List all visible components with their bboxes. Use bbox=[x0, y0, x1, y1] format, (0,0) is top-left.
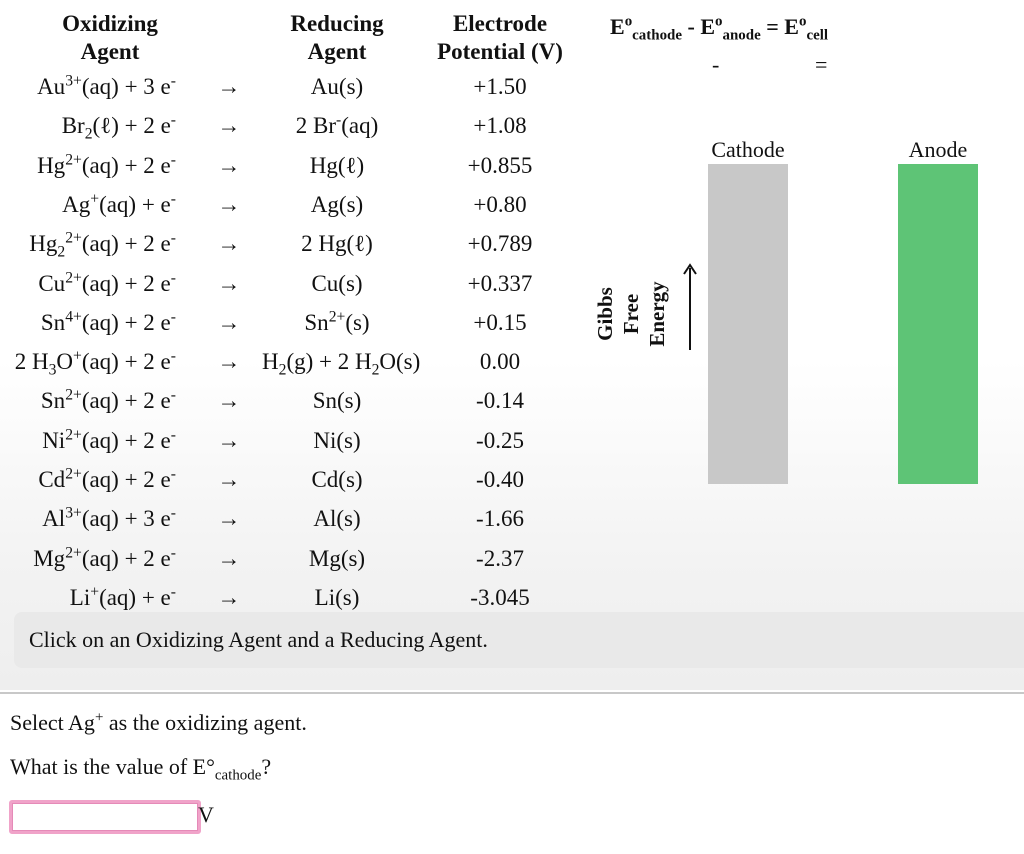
reaction-arrow-icon: → bbox=[217, 74, 241, 99]
electrode-potential-value: +0.15 bbox=[473, 309, 527, 335]
oxidizing-agent-option[interactable]: $Mg^{2+}(aq) + 2$ e- bbox=[33, 543, 176, 571]
reaction-row bbox=[0, 225, 590, 263]
up-arrow-icon bbox=[682, 262, 698, 352]
oxidizing-agent-option[interactable]: $Cd^{2+}(aq) + 2$ e- bbox=[38, 465, 176, 492]
gibbs-label-line: Gibbs bbox=[593, 287, 617, 341]
e-cathode-answer-input[interactable] bbox=[9, 800, 201, 834]
header-line: Reducing bbox=[290, 11, 384, 36]
anode-label: Anode bbox=[908, 137, 968, 162]
electrode-potential-value: -2.37 bbox=[476, 545, 524, 571]
header-line: Oxidizing bbox=[62, 11, 158, 36]
reaction-arrow-icon: → bbox=[217, 467, 241, 492]
gibbs-label-line: Free bbox=[619, 293, 643, 335]
reaction-row bbox=[0, 147, 590, 185]
reducing-agent-option[interactable]: $Sn^{2+}(s)$ bbox=[304, 308, 370, 335]
reaction-arrow-icon: → bbox=[217, 270, 241, 296]
reaction-row bbox=[0, 461, 590, 499]
reducing-agent-option[interactable]: 2 Hg(ℓ) bbox=[301, 231, 373, 257]
reaction-arrow-icon: → bbox=[217, 113, 241, 139]
oxidizing-agent-option[interactable]: Li+(aq) + e- bbox=[69, 583, 176, 610]
reaction-arrow-icon: → bbox=[217, 427, 241, 453]
reaction-row bbox=[0, 265, 590, 303]
question-prompt: What is the value of $E^\circ_{cathode}$? bbox=[10, 754, 272, 784]
electrode-potential-header bbox=[430, 10, 570, 66]
electrode-potential-value: +0.855 bbox=[467, 152, 533, 178]
electrode-potential-value: -3.045 bbox=[470, 584, 530, 610]
electrode-potential-value: 0.00 bbox=[479, 349, 521, 375]
oxidizing-agent-header bbox=[40, 10, 180, 66]
reducing-agent-option[interactable]: Au(s) bbox=[310, 74, 364, 99]
reaction-arrow-icon: → bbox=[217, 506, 241, 532]
reaction-arrow-icon: → bbox=[217, 191, 241, 217]
oxidizing-agent-option[interactable]: 2 $H_3O^+(aq) + 2$ e- bbox=[14, 347, 176, 379]
oxidizing-agent-option[interactable]: $Sn^{4+}(aq) + 2$ e- bbox=[40, 308, 176, 335]
reducing-agent-option[interactable]: Cd(s) bbox=[311, 467, 363, 492]
reaction-arrow-icon: → bbox=[217, 309, 241, 335]
reducing-agent-option[interactable]: Mg(s) bbox=[308, 545, 366, 571]
reaction-row bbox=[0, 304, 590, 342]
reaction-arrow-icon: → bbox=[217, 388, 241, 414]
equation-minus: - bbox=[687, 14, 695, 39]
unit-label: V bbox=[198, 802, 214, 827]
oxidizing-agent-option[interactable]: $Al^{3+}(aq) + 3$ e- bbox=[42, 504, 176, 532]
electrode-potential-value: -0.40 bbox=[476, 467, 524, 492]
reducing-agent-option[interactable]: Ni(s) bbox=[313, 427, 361, 453]
anode-energy-bar bbox=[898, 164, 978, 484]
header-line: Agent bbox=[80, 39, 140, 64]
oxidizing-agent-option[interactable]: $Ni^{2+}(aq) + 2$ e- bbox=[42, 426, 176, 453]
oxidizing-agent-option[interactable]: $Au^{3+}(aq) + 3$ e- bbox=[37, 72, 176, 99]
reaction-row bbox=[0, 68, 590, 106]
cell-potential-equation bbox=[610, 13, 829, 44]
electrode-potential-value: +1.08 bbox=[473, 113, 527, 139]
reducing-agent-option[interactable]: Cu(s) bbox=[311, 270, 363, 296]
reaction-arrow-icon: → bbox=[217, 545, 241, 571]
e-cell-term: $E^o_{cell}$ bbox=[784, 13, 829, 44]
reaction-row bbox=[0, 500, 590, 538]
oxidizing-agent-option[interactable]: $Sn^{2+}(aq) + 2$ e- bbox=[40, 386, 176, 414]
electrode-potential-value: -1.66 bbox=[476, 506, 524, 532]
equation-equals: = bbox=[766, 14, 779, 39]
header-line: Agent bbox=[307, 39, 367, 64]
gibbs-label-line: Energy bbox=[645, 281, 669, 347]
electrode-potential-value: +0.789 bbox=[467, 231, 533, 257]
electrode-potential-value: +1.50 bbox=[473, 74, 527, 99]
gibbs-free-energy-axis-label bbox=[584, 272, 674, 356]
electrode-potential-value: -0.14 bbox=[476, 388, 524, 414]
reaction-row bbox=[0, 540, 590, 578]
reaction-arrow-icon: → bbox=[217, 231, 241, 257]
reaction-row bbox=[0, 107, 590, 145]
reaction-row bbox=[0, 382, 590, 420]
reducing-agent-option[interactable]: Li(s) bbox=[314, 584, 360, 610]
instruction-bar: Click on an Oxidizing Agent and a Reducing Agent. bbox=[14, 612, 1024, 668]
reaction-row bbox=[0, 422, 590, 460]
reducing-agent-option[interactable]: Ag(s) bbox=[310, 191, 364, 217]
equation-values-minus: - bbox=[712, 52, 720, 77]
oxidizing-agent-option[interactable]: $Br_2(\ell) + 2$ e- bbox=[61, 111, 176, 143]
oxidizing-agent-option[interactable]: $Hg_2^{2+}(aq) + 2$ e- bbox=[29, 229, 176, 261]
reaction-row bbox=[0, 343, 590, 381]
reaction-row bbox=[0, 186, 590, 224]
question-panel bbox=[0, 692, 1024, 854]
header-line: Electrode bbox=[452, 11, 548, 36]
oxidizing-agent-option[interactable]: $Hg^{2+}(aq) + 2$ e- bbox=[37, 150, 176, 178]
electrode-potential-value: +0.337 bbox=[467, 270, 533, 296]
reaction-arrow-icon: → bbox=[217, 584, 241, 610]
oxidizing-agent-option[interactable]: $Cu^{2+}(aq) + 2$ e- bbox=[38, 268, 176, 296]
electrode-potential-value: +0.80 bbox=[473, 191, 527, 217]
oxidizing-agent-option[interactable]: Ag+(aq) + e- bbox=[62, 190, 176, 217]
reducing-agent-option[interactable]: $H_2(g) + 2$ $H_2O(s)$ bbox=[262, 349, 421, 379]
reducing-agent-option[interactable]: Hg(ℓ) bbox=[309, 152, 365, 178]
reaction-arrow-icon: → bbox=[217, 349, 241, 375]
cathode-label: Cathode bbox=[711, 137, 785, 162]
reducing-agent-option[interactable]: 2 Br-(aq) bbox=[295, 111, 379, 139]
electrode-potential-value: -0.25 bbox=[476, 427, 524, 453]
header-line: Potential (V) bbox=[437, 39, 563, 64]
e-anode-term: $E^o_{anode}$ bbox=[700, 13, 761, 44]
reducing-agent-option[interactable]: Al(s) bbox=[313, 506, 361, 532]
reducing-agent-header bbox=[262, 10, 412, 66]
reducing-agent-option[interactable]: Sn(s) bbox=[312, 388, 362, 414]
cathode-energy-bar bbox=[708, 164, 788, 484]
e-cathode-term: $E^o_{cathode}$ bbox=[610, 13, 683, 44]
equation-values-equals: = bbox=[815, 52, 828, 77]
question-instruction: Select Ag+ as the oxidizing agent. bbox=[10, 709, 307, 735]
reaction-arrow-icon: → bbox=[217, 152, 241, 178]
